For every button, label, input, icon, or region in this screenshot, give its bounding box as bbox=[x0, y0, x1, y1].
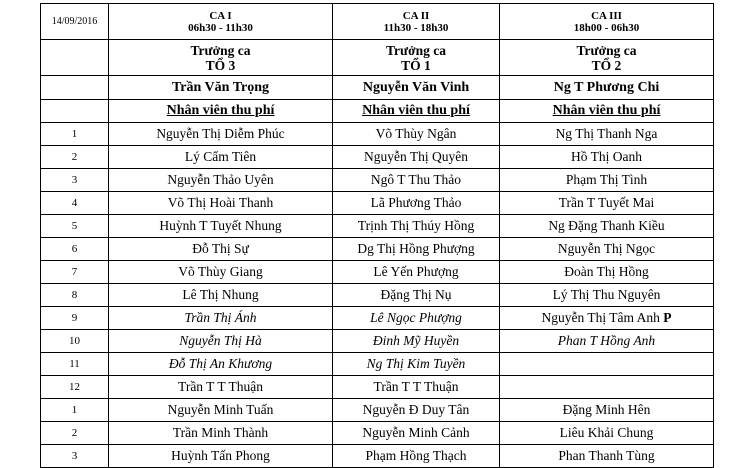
shift-1-staff-name-text: Lý Cẩm Tiên bbox=[184, 149, 257, 164]
shift-1-staff-header: Nhân viên thu phí bbox=[109, 100, 333, 123]
shift-2-staff-name bbox=[333, 307, 500, 330]
shift-3-staff-name-text: Phan Thanh Tùng bbox=[558, 448, 655, 463]
shift-1-staff-name-text: Đỗ Thị An Khương bbox=[168, 356, 273, 371]
shift-1-name: CA I bbox=[209, 9, 232, 22]
shift-1-staff-name-text: Võ Thùy Giang bbox=[178, 264, 263, 279]
shift-2-staff-name bbox=[333, 261, 500, 284]
staff-row-number bbox=[41, 215, 109, 238]
shift-3-staff-name-text: Đoàn Thị Hồng bbox=[564, 264, 649, 279]
shift-3-lead bbox=[500, 40, 714, 76]
shift-1-staff-name bbox=[109, 284, 333, 307]
staff-row bbox=[41, 238, 714, 261]
staff-row bbox=[41, 123, 714, 146]
shift-1-chief: Trần Văn Trọng bbox=[109, 76, 333, 100]
staff-row-number-text: 1 bbox=[71, 128, 78, 140]
shift-1-staff-name-text: Nguyễn Thị Hà bbox=[179, 333, 262, 348]
shift-3-staff-name-text: Nguyễn Thị Ngọc bbox=[557, 241, 656, 256]
staff-row bbox=[41, 353, 714, 376]
staff-row-number bbox=[41, 261, 109, 284]
shift-chief-row bbox=[41, 76, 714, 100]
staff-header-row bbox=[41, 100, 714, 123]
staff-row-number-text: 3 bbox=[71, 174, 78, 186]
shift-2-staff-name-text: Lê Yến Phượng bbox=[373, 264, 459, 279]
shift-3-staff-name bbox=[500, 215, 714, 238]
shift-2-staff-name bbox=[333, 146, 500, 169]
shift-2-staff-name-text: Đặng Thị Nụ bbox=[380, 287, 452, 302]
shift-3-staff-name bbox=[500, 307, 714, 330]
shift-1-staff-name bbox=[109, 169, 333, 192]
staff-row-number bbox=[41, 169, 109, 192]
shift-3-staff-name bbox=[500, 146, 714, 169]
shift-2-staff-name-text: Đinh Mỹ Huyền bbox=[372, 333, 460, 348]
staff-row bbox=[41, 330, 714, 353]
shift-2-staff-name-text: Lã Phương Thảo bbox=[370, 195, 462, 210]
shift-1-staff-name-text: Trần Minh Thành bbox=[172, 425, 269, 440]
staff-row-number-text: 9 bbox=[71, 312, 78, 324]
shift-2-staff-name bbox=[333, 353, 500, 376]
shift-3-staff-name-text: Ng Thị Thanh Nga bbox=[555, 126, 658, 141]
shift-2-staff-header: Nhân viên thu phí bbox=[333, 100, 500, 123]
shift-3-staff-name bbox=[500, 261, 714, 284]
staff-row-number bbox=[41, 192, 109, 215]
staff-row-number-text: 5 bbox=[71, 220, 78, 232]
staff-row-number bbox=[41, 445, 109, 468]
shift-2-staff-name-text: Trần T T Thuận bbox=[373, 379, 459, 394]
shift-1-staff-name-text: Huỳnh Tấn Phong bbox=[171, 448, 270, 463]
shift-2-staff-name-text: Nguyễn Đ Duy Tân bbox=[362, 402, 470, 417]
shift-2-staff-name bbox=[333, 422, 500, 445]
shift-3-staff-name bbox=[500, 123, 714, 146]
shift-2-header bbox=[333, 4, 500, 40]
shift-3-staff-name bbox=[500, 330, 714, 353]
shift-1-staff-name-text: Lê Thị Nhung bbox=[182, 287, 259, 302]
shift-1-staff-name bbox=[109, 238, 333, 261]
shift-2-staff-name-text: Lê Ngọc Phượng bbox=[370, 310, 462, 325]
shift-schedule-table bbox=[40, 3, 714, 468]
staff-row bbox=[41, 422, 714, 445]
staff-row bbox=[41, 307, 714, 330]
shift-1-time: 06h30 - 11h30 bbox=[188, 21, 253, 34]
shift-1-lead bbox=[109, 40, 333, 76]
shift-1-team: TỔ 3 bbox=[205, 57, 236, 73]
staff-row bbox=[41, 399, 714, 422]
staff-row-number bbox=[41, 330, 109, 353]
shift-3-staff-name bbox=[500, 445, 714, 468]
staff-row-number-text: 1 bbox=[71, 404, 78, 416]
staff-row bbox=[41, 146, 714, 169]
staff-row-number bbox=[41, 284, 109, 307]
shift-2-staff-name bbox=[333, 169, 500, 192]
staff-row bbox=[41, 215, 714, 238]
staff-rows bbox=[41, 123, 714, 468]
staff-row-number bbox=[41, 399, 109, 422]
shift-1-staff-name bbox=[109, 376, 333, 399]
empty-cell bbox=[41, 40, 109, 76]
shift-1-staff-name bbox=[109, 445, 333, 468]
staff-row bbox=[41, 192, 714, 215]
shift-3-staff-name bbox=[500, 284, 714, 307]
shift-1-staff-name-text: Nguyễn Thị Diễm Phúc bbox=[156, 126, 285, 141]
staff-row bbox=[41, 169, 714, 192]
shift-1-staff-name bbox=[109, 192, 333, 215]
staff-row-number bbox=[41, 307, 109, 330]
shift-1-staff-name-text: Trần T T Thuận bbox=[178, 379, 263, 394]
staff-row-number-text: 2 bbox=[71, 427, 78, 439]
shift-3-staff-name-text: Trần T Tuyết Mai bbox=[558, 195, 655, 210]
shift-2-staff-name bbox=[333, 399, 500, 422]
staff-row-number bbox=[41, 422, 109, 445]
shift-3-staff-header: Nhân viên thu phí bbox=[500, 100, 714, 123]
shift-2-staff-name-text: Ng Thị Kim Tuyền bbox=[366, 356, 466, 371]
staff-row-number-text: 2 bbox=[71, 151, 78, 163]
shift-1-lead-title: Trưởng ca bbox=[190, 42, 251, 58]
shift-1-staff-name-text: Võ Thị Hoài Thanh bbox=[167, 195, 274, 210]
schedule-sheet bbox=[40, 3, 714, 468]
staff-row-number bbox=[41, 146, 109, 169]
shift-2-name: CA II bbox=[402, 9, 430, 22]
shift-2-staff-name-text: Nguyễn Thị Quyên bbox=[364, 149, 468, 164]
staff-row bbox=[41, 261, 714, 284]
shift-header-row bbox=[41, 4, 714, 40]
shift-1-staff-name-text: Nguyễn Thảo Uyên bbox=[167, 172, 274, 187]
shift-1-staff-name bbox=[109, 146, 333, 169]
shift-3-time: 18h00 - 06h30 bbox=[573, 21, 640, 34]
shift-2-staff-name bbox=[333, 445, 500, 468]
shift-1-staff-name bbox=[109, 353, 333, 376]
shift-2-staff-name bbox=[333, 238, 500, 261]
empty-cell bbox=[41, 76, 109, 100]
shift-1-staff-name bbox=[109, 307, 333, 330]
shift-3-chief: Ng T Phương Chi bbox=[500, 76, 714, 100]
shift-2-staff-name-text: Trịnh Thị Thúy Hồng bbox=[357, 218, 475, 233]
staff-row bbox=[41, 284, 714, 307]
shift-1-staff-name-text: Trần Thị Ánh bbox=[184, 310, 257, 325]
shift-1-staff-name bbox=[109, 261, 333, 284]
shift-1-staff-name bbox=[109, 330, 333, 353]
team-lead-row bbox=[41, 40, 714, 76]
shift-3-staff-name bbox=[500, 399, 714, 422]
shift-3-staff-mark: P bbox=[663, 310, 672, 325]
shift-3-lead-title: Trưởng ca bbox=[576, 42, 637, 58]
shift-2-staff-name bbox=[333, 284, 500, 307]
shift-2-time: 11h30 - 18h30 bbox=[383, 21, 449, 34]
shift-1-header bbox=[109, 4, 333, 40]
shift-3-staff-name bbox=[500, 422, 714, 445]
shift-3-staff-name bbox=[500, 376, 714, 399]
shift-3-staff-name bbox=[500, 192, 714, 215]
shift-1-staff-name-text: Đỗ Thị Sự bbox=[192, 241, 249, 256]
shift-3-staff-name-text: Lý Thị Thu Nguyên bbox=[552, 287, 661, 302]
shift-2-team: TỔ 1 bbox=[401, 57, 431, 73]
staff-row bbox=[41, 376, 714, 399]
staff-row-number-text: 4 bbox=[71, 197, 78, 209]
shift-2-lead-title: Trưởng ca bbox=[386, 42, 446, 58]
shift-1-staff-name bbox=[109, 399, 333, 422]
shift-3-staff-name-text: Đặng Minh Hên bbox=[562, 402, 651, 417]
shift-3-team: TỔ 2 bbox=[591, 57, 622, 73]
shift-1-staff-name-text: Huỳnh T Tuyết Nhung bbox=[159, 218, 282, 233]
staff-row-number-text: 3 bbox=[71, 450, 78, 462]
staff-row-number bbox=[41, 353, 109, 376]
shift-1-staff-name bbox=[109, 422, 333, 445]
shift-2-staff-name bbox=[333, 215, 500, 238]
shift-2-staff-name bbox=[333, 376, 500, 399]
shift-3-staff-name-text: Liêu Khải Chung bbox=[559, 425, 654, 440]
shift-2-staff-name bbox=[333, 192, 500, 215]
staff-row-number bbox=[41, 238, 109, 261]
staff-row-number-text: 10 bbox=[69, 335, 80, 347]
staff-row-number bbox=[41, 123, 109, 146]
staff-row-number-text: 12 bbox=[69, 381, 80, 393]
shift-2-chief: Nguyễn Văn Vinh bbox=[333, 76, 500, 100]
shift-2-staff-name-text: Ngô T Thu Thảo bbox=[370, 172, 462, 187]
staff-row-number-text: 6 bbox=[71, 243, 78, 255]
empty-cell bbox=[41, 100, 109, 123]
shift-3-staff-name-text: Phạm Thị Tình bbox=[565, 172, 648, 187]
shift-3-header bbox=[500, 4, 714, 40]
staff-row bbox=[41, 445, 714, 468]
staff-row-number bbox=[41, 376, 109, 399]
shift-2-staff-name-text: Võ Thùy Ngân bbox=[375, 126, 457, 141]
shift-2-staff-name-text: Dg Thị Hồng Phượng bbox=[357, 241, 475, 256]
shift-3-staff-name-text: Hồ Thị Oanh bbox=[571, 149, 642, 164]
shift-2-staff-name-text: Nguyễn Minh Cảnh bbox=[362, 425, 470, 440]
shift-1-staff-name bbox=[109, 123, 333, 146]
shift-3-staff-name-text: Phan T Hồng Anh bbox=[557, 333, 656, 348]
date-cell: 14/09/2016 bbox=[41, 4, 109, 40]
staff-row-number-text: 7 bbox=[71, 266, 78, 278]
shift-3-staff-name bbox=[500, 238, 714, 261]
shift-3-name: CA III bbox=[591, 9, 622, 22]
shift-2-staff-name-text: Phạm Hồng Thạch bbox=[365, 448, 467, 463]
shift-2-staff-name bbox=[333, 123, 500, 146]
staff-row-number-text: 8 bbox=[71, 289, 78, 301]
staff-row-number-text: 11 bbox=[69, 358, 80, 370]
shift-3-staff-name-text: Nguyễn Thị Tâm Anh bbox=[541, 310, 660, 325]
shift-1-staff-name-text: Nguyễn Minh Tuấn bbox=[167, 402, 274, 417]
shift-3-staff-name bbox=[500, 353, 714, 376]
shift-3-staff-name-text: Ng Đặng Thanh Kiều bbox=[548, 218, 665, 233]
shift-3-staff-name bbox=[500, 169, 714, 192]
shift-1-staff-name bbox=[109, 215, 333, 238]
shift-2-staff-name bbox=[333, 330, 500, 353]
shift-2-lead bbox=[333, 40, 500, 76]
